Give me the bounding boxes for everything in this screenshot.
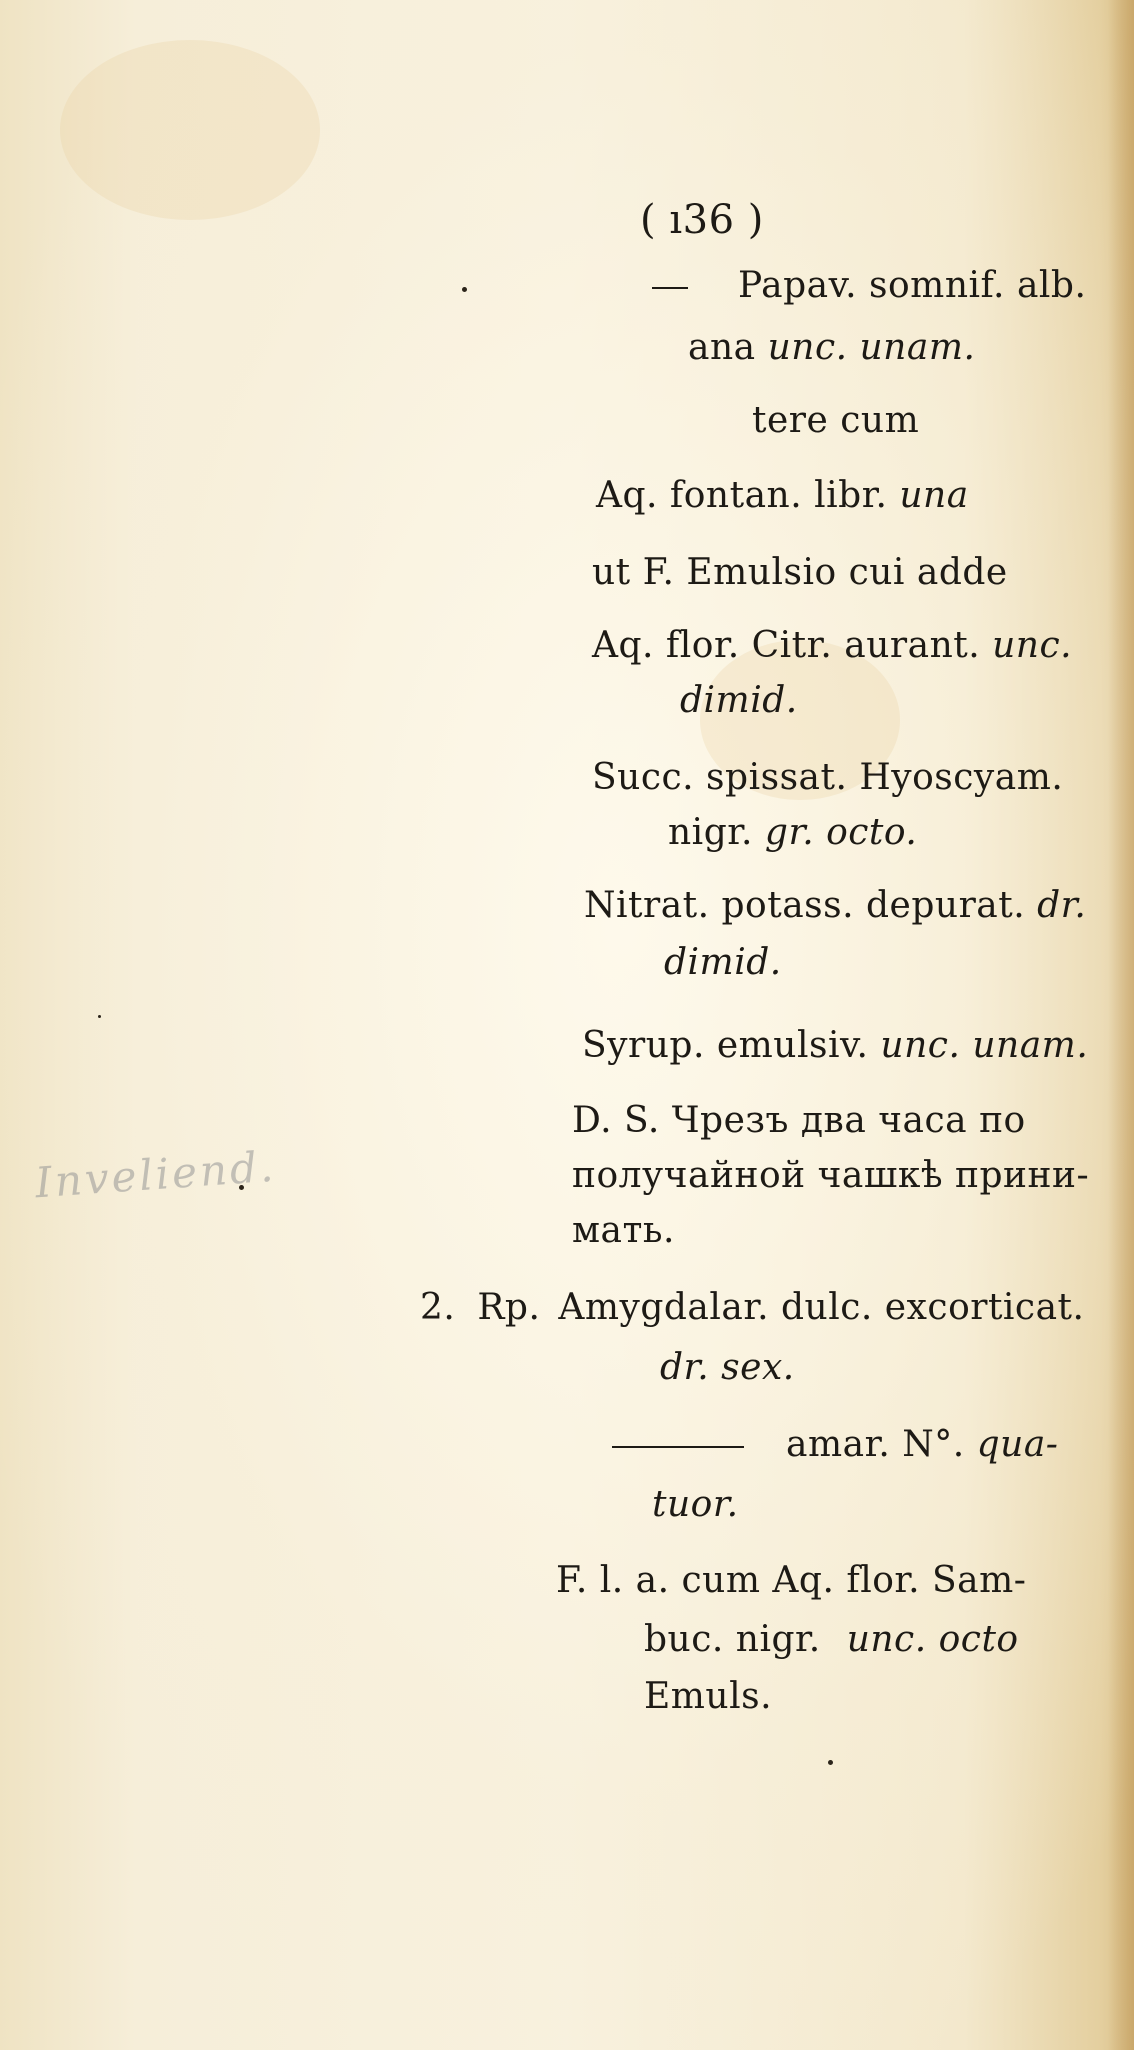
ingredient-text: nigr. bbox=[668, 812, 753, 853]
dose-text: unc. unam. bbox=[767, 327, 976, 368]
recipe-line bbox=[592, 625, 1073, 666]
page-number: ( ı36 ) bbox=[640, 197, 764, 243]
signa-line: получайной чашкѣ прини- bbox=[572, 1155, 1090, 1196]
dose-text: unc. bbox=[992, 625, 1073, 666]
recipe-line bbox=[584, 885, 1087, 926]
ingredient-text: Papav. somnif. alb. bbox=[738, 265, 1087, 306]
ink-speck bbox=[98, 1015, 101, 1018]
rp-symbol: Rp. bbox=[477, 1287, 541, 1328]
page-edge-shadow bbox=[1108, 0, 1134, 2050]
handwritten-note: Inveliend. bbox=[33, 1141, 278, 1208]
paper-stain bbox=[60, 40, 320, 220]
recipe-line bbox=[668, 812, 918, 853]
signa-line: D. S. Чрезъ два часа по bbox=[572, 1100, 1026, 1141]
recipe-number: 2. bbox=[420, 1287, 456, 1328]
dose-text: unc. octo bbox=[846, 1619, 1019, 1660]
recipe-line: tere cum bbox=[752, 400, 920, 441]
ingredient-text: Nitrat. potass. depurat. bbox=[584, 885, 1026, 926]
recipe-line: tuor. bbox=[652, 1484, 739, 1525]
dose-text: una bbox=[899, 475, 969, 516]
ingredient-text: Amygdalar. dulc. excorticat. bbox=[558, 1287, 1085, 1328]
dose-text: qua- bbox=[976, 1424, 1059, 1465]
ingredient-text: ana bbox=[688, 327, 756, 368]
recipe-line bbox=[420, 1287, 1085, 1328]
recipe-line: ut F. Emulsio cui adde bbox=[592, 552, 1008, 593]
recipe-line bbox=[644, 1619, 1019, 1660]
ditto-dash bbox=[652, 287, 688, 289]
ingredient-text: Syrup. emulsiv. bbox=[582, 1025, 869, 1066]
ingredient-text: Aq. flor. Citr. aurant. bbox=[592, 625, 981, 666]
recipe-line: dimid. bbox=[664, 942, 782, 983]
dose-text: gr. octo. bbox=[764, 812, 918, 853]
dose-text: unc. unam. bbox=[880, 1025, 1089, 1066]
ditto-dash bbox=[612, 1446, 744, 1448]
recipe-line: dimid. bbox=[680, 680, 798, 721]
recipe-line bbox=[612, 1424, 1059, 1465]
ingredient-text: amar. N°. bbox=[786, 1424, 965, 1465]
recipe-line: dr. sex. bbox=[660, 1347, 795, 1388]
dose-text: dr. bbox=[1037, 885, 1087, 926]
ingredient-text: buc. nigr. bbox=[644, 1619, 821, 1660]
recipe-line bbox=[596, 475, 969, 516]
signa-line: мать. bbox=[572, 1210, 675, 1251]
recipe-line: Emuls. bbox=[644, 1676, 773, 1717]
ink-speck bbox=[462, 287, 467, 292]
recipe-line bbox=[688, 327, 976, 368]
recipe-line bbox=[582, 1025, 1089, 1066]
ingredient-text: Aq. fontan. libr. bbox=[596, 475, 888, 516]
recipe-line: Succ. spissat. Hyoscyam. bbox=[592, 757, 1064, 798]
ink-speck bbox=[828, 1760, 833, 1765]
recipe-line bbox=[652, 265, 1087, 306]
recipe-line: F. l. a. cum Aq. flor. Sam- bbox=[556, 1560, 1027, 1601]
